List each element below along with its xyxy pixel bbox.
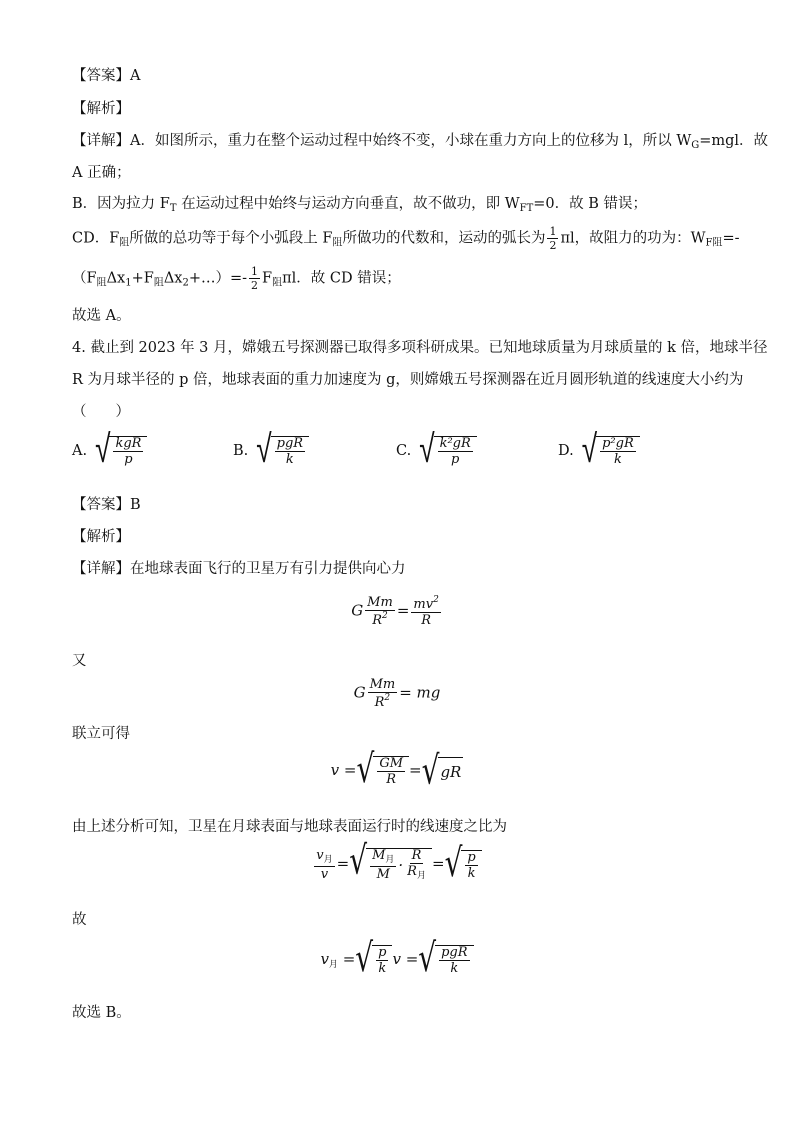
formula-gravity-weight: G $\frac{Mm}{R^2}$ = mg (353, 677, 441, 710)
lianli-text: 联立可得 (72, 726, 130, 742)
detail-1-line-2: A 正确； (72, 165, 131, 181)
detail-2-line: 【详解】在地球表面飞行的卫星万有引力提供向心力 (72, 561, 406, 577)
option-c: C. √ $\frac{\text{k²gR}}{p}$ (396, 436, 477, 466)
formula-gravitation-centripetal: G $\frac{Mm}{R^2}$ = $\frac{mv^2}{R}$ (351, 595, 439, 628)
analysis-label-2: 【解析】 (72, 529, 130, 545)
option-d: D. √ $\frac{\text{p²gR}}{k}$ (558, 436, 640, 466)
half-fraction-2: $\frac{1}{2}$ (251, 265, 259, 292)
formula-moon-velocity: $v_月$ = √ $\frac{p}{k}$ v = √ $\frac{\text{pgR}}{k}$ (0, 945, 794, 975)
answer-label-1: 【答案】A (72, 68, 141, 84)
conclusion-2: 故选 B。 (72, 1005, 131, 1021)
ratio-text: 由上述分析可知，卫星在月球表面与地球表面运行时的线速度之比为 (72, 819, 507, 835)
question-4-line-3: （ ） (72, 404, 130, 420)
question-4-line-2: R 为月球半径的 p 倍，地球表面的重力加速度为 g，则嫦娥五号探测器在近月圆形轨道的线速度大小约为 (72, 372, 744, 388)
formula-velocity: v = √ $\frac{GM}{R}$ = √ gR (330, 745, 462, 794)
option-cd-explanation-line-2: $(F_阻\Delta x_1+F_阻\Delta x_2+\dots)=-$ $\frac{1}{2}$ $F_阻\pi l$．故 CD 错误； (72, 265, 401, 292)
formula-velocity-ratio: $\frac{v_月}{v}$ = √ $\frac{M_月}{M}$ · $\frac{R}{R_月}$ = √ $\frac{p}{k}$ (0, 848, 794, 881)
answer-label-2: 【答案】B (72, 497, 141, 513)
option-a: A. √ $\frac{\text{kgR}}{p}$ (72, 436, 147, 466)
analysis-label-1: 【解析】 (72, 101, 130, 117)
gu-text: 故 (72, 912, 87, 928)
conclusion-1: 故选 A。 (72, 308, 131, 324)
option-b: B. √ $\frac{\text{pgR}}{k}$ (233, 436, 309, 466)
detail-1-line-1: 【详解】A．如图所示，重力在整个运动过程中始终不变，小球在重力方向上的位移为 l，所以 $W_G=mgl$．故 (72, 133, 769, 151)
half-fraction: $\frac{1}{2}$ (549, 225, 557, 252)
question-4-line-1: 4. 截止到 2023 年 3 月，嫦娥五号探测器已取得多项科研成果。已知地球质量为月球质量的 k 倍，地球半径 (72, 340, 768, 356)
option-cd-explanation-line-1: CD．$F_阻$所做的总功等于每个小弧段上 $F_阻$所做功的代数和，运动的弧长为 $\frac{1}{2}$ πl，故阻力的功为：$W_{F阻}=-$ (72, 225, 740, 252)
you-text: 又 (72, 653, 87, 669)
option-b-explanation: B．因为拉力 $F_T$ 在运动过程中始终与运动方向垂直，故不做功，即 $W_{FT}=0$．故 B 错误； (72, 196, 647, 214)
